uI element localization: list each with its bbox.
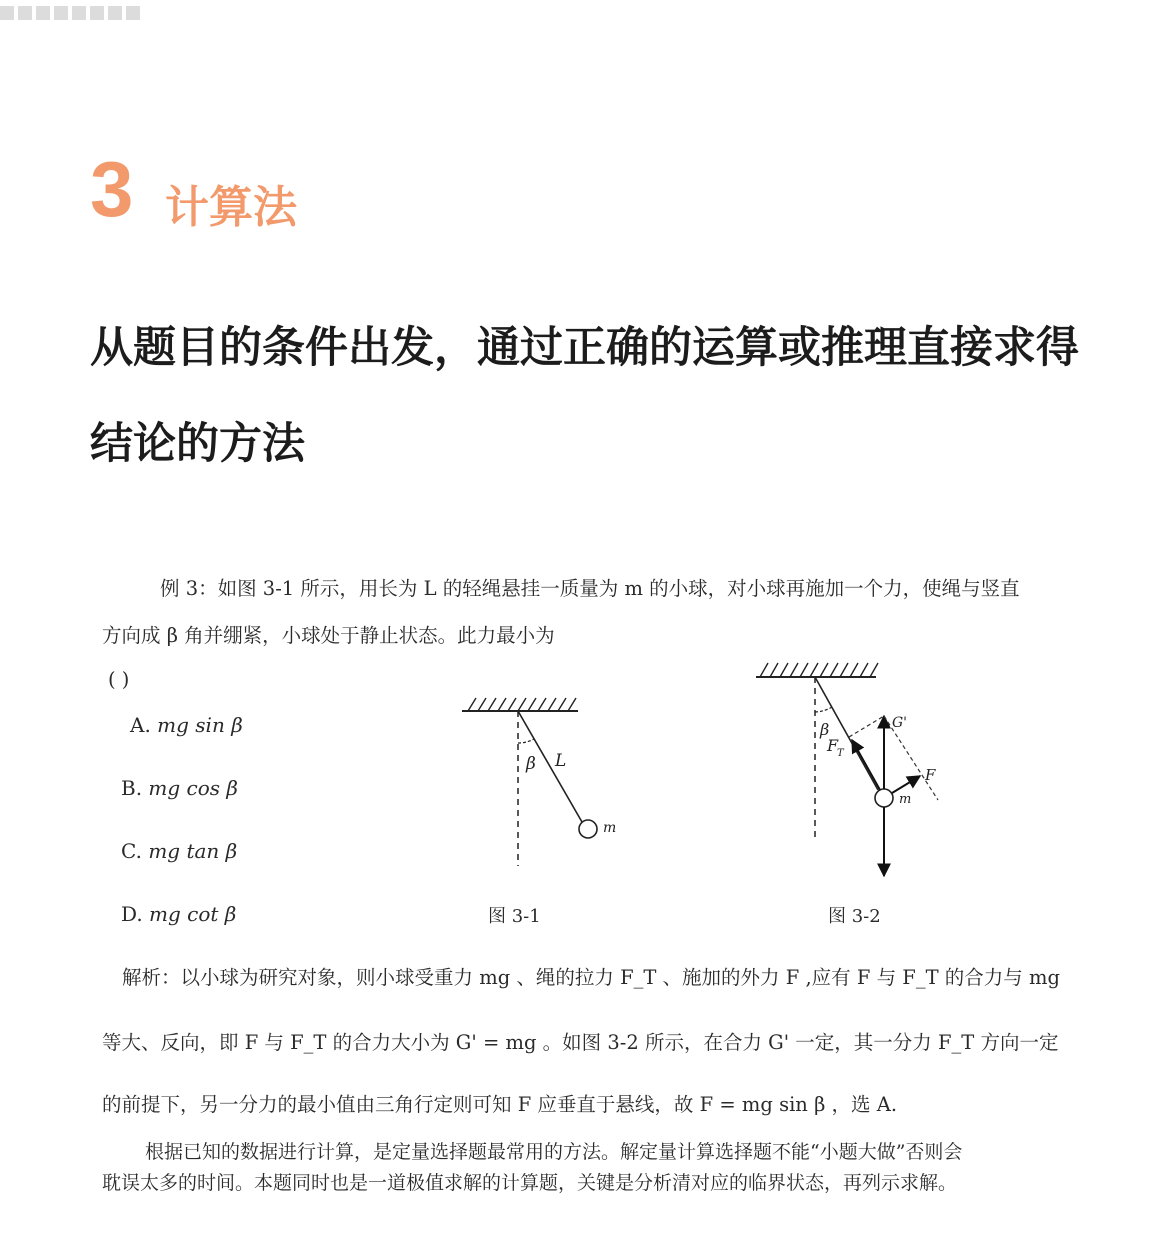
option-d-label: D. <box>121 902 150 926</box>
option-b-label: B. <box>121 776 149 800</box>
ceiling-hatch <box>468 698 576 711</box>
tension-arrow <box>852 740 880 790</box>
mass-label: m <box>899 792 912 807</box>
ceiling-hatch <box>760 663 878 677</box>
question-line-1: 例 3：如图 3-1 所示，用长为 L 的轻绳悬挂一质量为 m 的小球，对小球再施加一个力，使绳与竖直 <box>160 577 1020 600</box>
force-f-arrow <box>892 776 920 793</box>
mass-label: m <box>603 820 617 836</box>
headline: 从题目的条件出发，通过正确的运算或推理直接求得结论的方法 <box>90 323 1079 469</box>
angle-arc <box>815 707 832 712</box>
ball <box>579 820 597 838</box>
note-line-2: 耽误太多的时间。本题同时也是一道极值求解的计算题，关键是分析清对应的临界状态，再列示求解。 <box>102 1172 958 1194</box>
figure-3-1 <box>462 698 616 866</box>
section-number: 3 <box>90 145 134 233</box>
analysis-line-3: 的前提下，另一分力的最小值由三角行定则可知 F 应垂直于悬线，故 F = mg sin β ，选 A. <box>102 1093 898 1116</box>
parallelogram-dash-1 <box>849 716 884 737</box>
analysis-line-2: 等大、反向，即 F 与 F_T 的合力大小为 G' = mg 。如图 3-2 所示，在合力 G' 一定，其一分力 F_T 方向一定 <box>102 1031 1059 1054</box>
angle-arc <box>518 739 534 743</box>
angle-label: β <box>526 754 536 774</box>
force-label: F <box>925 766 936 784</box>
figure-3-2 <box>756 663 938 876</box>
figure-3-1-caption: 图 3-1 <box>488 906 541 927</box>
angle-label: β <box>820 720 830 739</box>
section-title: 计算法 <box>165 182 297 233</box>
watermark-dots <box>0 0 150 26</box>
option-d-expr: mg cot β <box>149 902 237 926</box>
option-b-expr: mg cos β <box>148 776 238 800</box>
tension-label: F <box>827 736 839 755</box>
note-line-1: 根据已知的数据进行计算，是定量选择题最常用的方法。解定量计算选择题不能“小题大做”否则会 <box>145 1141 963 1163</box>
option-c-expr: mg tan β <box>148 839 238 863</box>
option-a-label: A. <box>130 713 158 737</box>
option-c-label: C. <box>121 839 149 863</box>
question-line-2: 方向成 β 角并绷紧，小球处于静止状态。此力最小为 <box>102 624 555 647</box>
answer-bracket: ( ) <box>108 668 130 691</box>
figure-3-2-caption: 图 3-2 <box>828 906 881 927</box>
option-a-expr: mg sin β <box>157 713 243 737</box>
length-label: L <box>555 751 567 771</box>
ball <box>875 789 893 807</box>
resultant-label: G' <box>892 715 908 731</box>
analysis-line-1: 解析：以小球为研究对象，则小球受重力 mg 、绳的拉力 F_T 、施加的外力 F ,应有 F 与 F_T 的合力与 mg <box>122 966 1060 989</box>
tension-subscript: T <box>837 748 844 759</box>
